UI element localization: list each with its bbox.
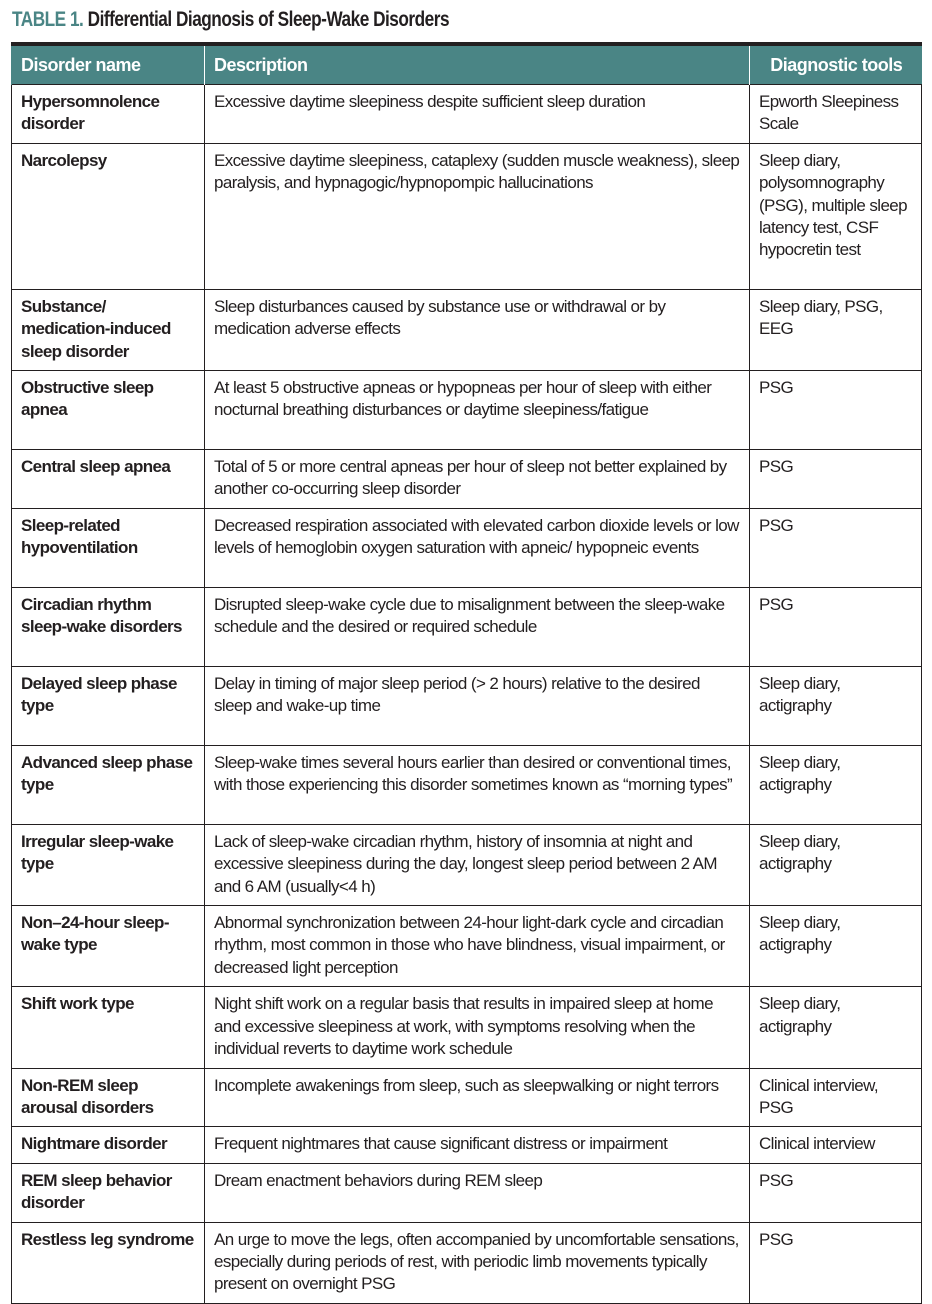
- disorder-name-cell: Hypersomnolence disorder: [12, 85, 205, 144]
- description-cell: Abnormal synchronization between 24-hour light-dark cycle and circadian rhythm, most common in those who have blindness, visual impairment, or decreased light perception: [205, 906, 750, 987]
- diagnostic-tools-cell: PSG: [750, 1163, 922, 1222]
- diagnostic-tools-cell: PSG: [750, 1222, 922, 1303]
- diagnostic-tools-cell: Sleep diary, polysomnography (PSG), multiple sleep latency test, CSF hypocretin test: [750, 143, 922, 289]
- table-row: [12, 1222, 922, 1303]
- disorder-name-cell: Non-REM sleep arousal disorders: [12, 1068, 205, 1127]
- table-row: [12, 906, 922, 987]
- description-cell: An urge to move the legs, often accompanied by uncomfortable sensations, especially during periods of rest, with periodic limb movements typically present on overnight PSG: [205, 1222, 750, 1303]
- diagnostic-tools-cell: Sleep diary, actigraphy: [750, 745, 922, 824]
- disorder-name-cell: Restless leg syndrome: [12, 1222, 205, 1303]
- table-row: [12, 745, 922, 824]
- header-row: [12, 44, 922, 85]
- disorder-name-cell: Obstructive sleep apnea: [12, 371, 205, 450]
- table-row: [12, 824, 922, 905]
- disorder-name-cell: Narcolepsy: [12, 143, 205, 289]
- table-row: [12, 289, 922, 370]
- diagnostic-tools-cell: Sleep diary, PSG, EEG: [750, 289, 922, 370]
- table-body: [12, 85, 922, 1304]
- description-cell: Delay in timing of major sleep period (> 2 hours) relative to the desired sleep and wake-up time: [205, 666, 750, 745]
- disorder-name-cell: Circadian rhythm sleep-wake disorders: [12, 587, 205, 666]
- diagnostic-tools-cell: Sleep diary, actigraphy: [750, 666, 922, 745]
- disorder-name-cell: Sleep-related hypoventilation: [12, 508, 205, 587]
- column-header-disorder-name: Disorder name: [12, 44, 205, 85]
- table-row: [12, 85, 922, 144]
- table-row: [12, 987, 922, 1068]
- disorder-name-cell: Advanced sleep phase type: [12, 745, 205, 824]
- disorder-name-cell: REM sleep behavior disorder: [12, 1163, 205, 1222]
- description-cell: Decreased respiration associated with elevated carbon dioxide levels or low levels of hemoglobin oxygen saturation with apneic/ hypopneic events: [205, 508, 750, 587]
- table-title: [12, 8, 449, 32]
- disorder-name-cell: Nightmare disorder: [12, 1127, 205, 1163]
- diagnostic-tools-cell: PSG: [750, 371, 922, 450]
- description-cell: Sleep disturbances caused by substance use or withdrawal or by medication adverse effects: [205, 289, 750, 370]
- description-cell: Excessive daytime sleepiness despite sufficient sleep duration: [205, 85, 750, 144]
- diagnostic-tools-cell: Sleep diary, actigraphy: [750, 987, 922, 1068]
- description-cell: Lack of sleep-wake circadian rhythm, history of insomnia at night and excessive sleepiness during the day, longest sleep period between 2 AM and 6 AM (usually<4 h): [205, 824, 750, 905]
- table-row: [12, 666, 922, 745]
- description-cell: At least 5 obstructive apneas or hypopneas per hour of sleep with either nocturnal breathing disturbances or daytime sleepiness/fatigue: [205, 371, 750, 450]
- table-row: [12, 1163, 922, 1222]
- disorder-name-cell: Delayed sleep phase type: [12, 666, 205, 745]
- disorder-name-cell: Non–24-hour sleep-wake type: [12, 906, 205, 987]
- table-row: [12, 371, 922, 450]
- disorder-name-cell: Shift work type: [12, 987, 205, 1068]
- description-cell: Dream enactment behaviors during REM sleep: [205, 1163, 750, 1222]
- column-header-description: Description: [205, 44, 750, 85]
- table-row: [12, 508, 922, 587]
- description-cell: Sleep-wake times several hours earlier than desired or conventional times, with those experiencing this disorder sometimes known as “morning types”: [205, 745, 750, 824]
- column-header-diagnostic-tools: Diagnostic tools: [750, 44, 922, 85]
- diagnostic-tools-cell: PSG: [750, 508, 922, 587]
- description-cell: Frequent nightmares that cause significant distress or impairment: [205, 1127, 750, 1163]
- table-row: [12, 587, 922, 666]
- diagnostic-tools-cell: Sleep diary, actigraphy: [750, 906, 922, 987]
- table-number-label: TABLE 1.: [12, 8, 84, 31]
- disorder-name-cell: Central sleep apnea: [12, 450, 205, 509]
- diagnostic-tools-cell: Epworth Sleepiness Scale: [750, 85, 922, 144]
- description-cell: Incomplete awakenings from sleep, such as sleepwalking or night terrors: [205, 1068, 750, 1127]
- diagnostic-tools-cell: Sleep diary, actigraphy: [750, 824, 922, 905]
- sleep-disorders-table: [11, 42, 922, 1304]
- disorder-name-cell: Irregular sleep-wake type: [12, 824, 205, 905]
- diagnostic-tools-cell: PSG: [750, 450, 922, 509]
- table-row: [12, 450, 922, 509]
- table-row: [12, 1127, 922, 1163]
- description-cell: Total of 5 or more central apneas per hour of sleep not better explained by another co-occurring sleep disorder: [205, 450, 750, 509]
- diagnostic-tools-cell: Clinical interview, PSG: [750, 1068, 922, 1127]
- description-cell: Night shift work on a regular basis that results in impaired sleep at home and excessive sleepiness at work, with symptoms resolving when the individual reverts to daytime work schedule: [205, 987, 750, 1068]
- table-title-text: Differential Diagnosis of Sleep-Wake Disorders: [87, 8, 450, 31]
- table-row: [12, 1068, 922, 1127]
- disorder-name-cell: Substance/ medication-induced sleep disorder: [12, 289, 205, 370]
- diagnostic-tools-cell: PSG: [750, 587, 922, 666]
- description-cell: Disrupted sleep-wake cycle due to misalignment between the sleep-wake schedule and the desired or required schedule: [205, 587, 750, 666]
- table-row: [12, 143, 922, 289]
- description-cell: Excessive daytime sleepiness, cataplexy (sudden muscle weakness), sleep paralysis, and hypnagogic/hypnopompic hallucinations: [205, 143, 750, 289]
- diagnostic-tools-cell: Clinical interview: [750, 1127, 922, 1163]
